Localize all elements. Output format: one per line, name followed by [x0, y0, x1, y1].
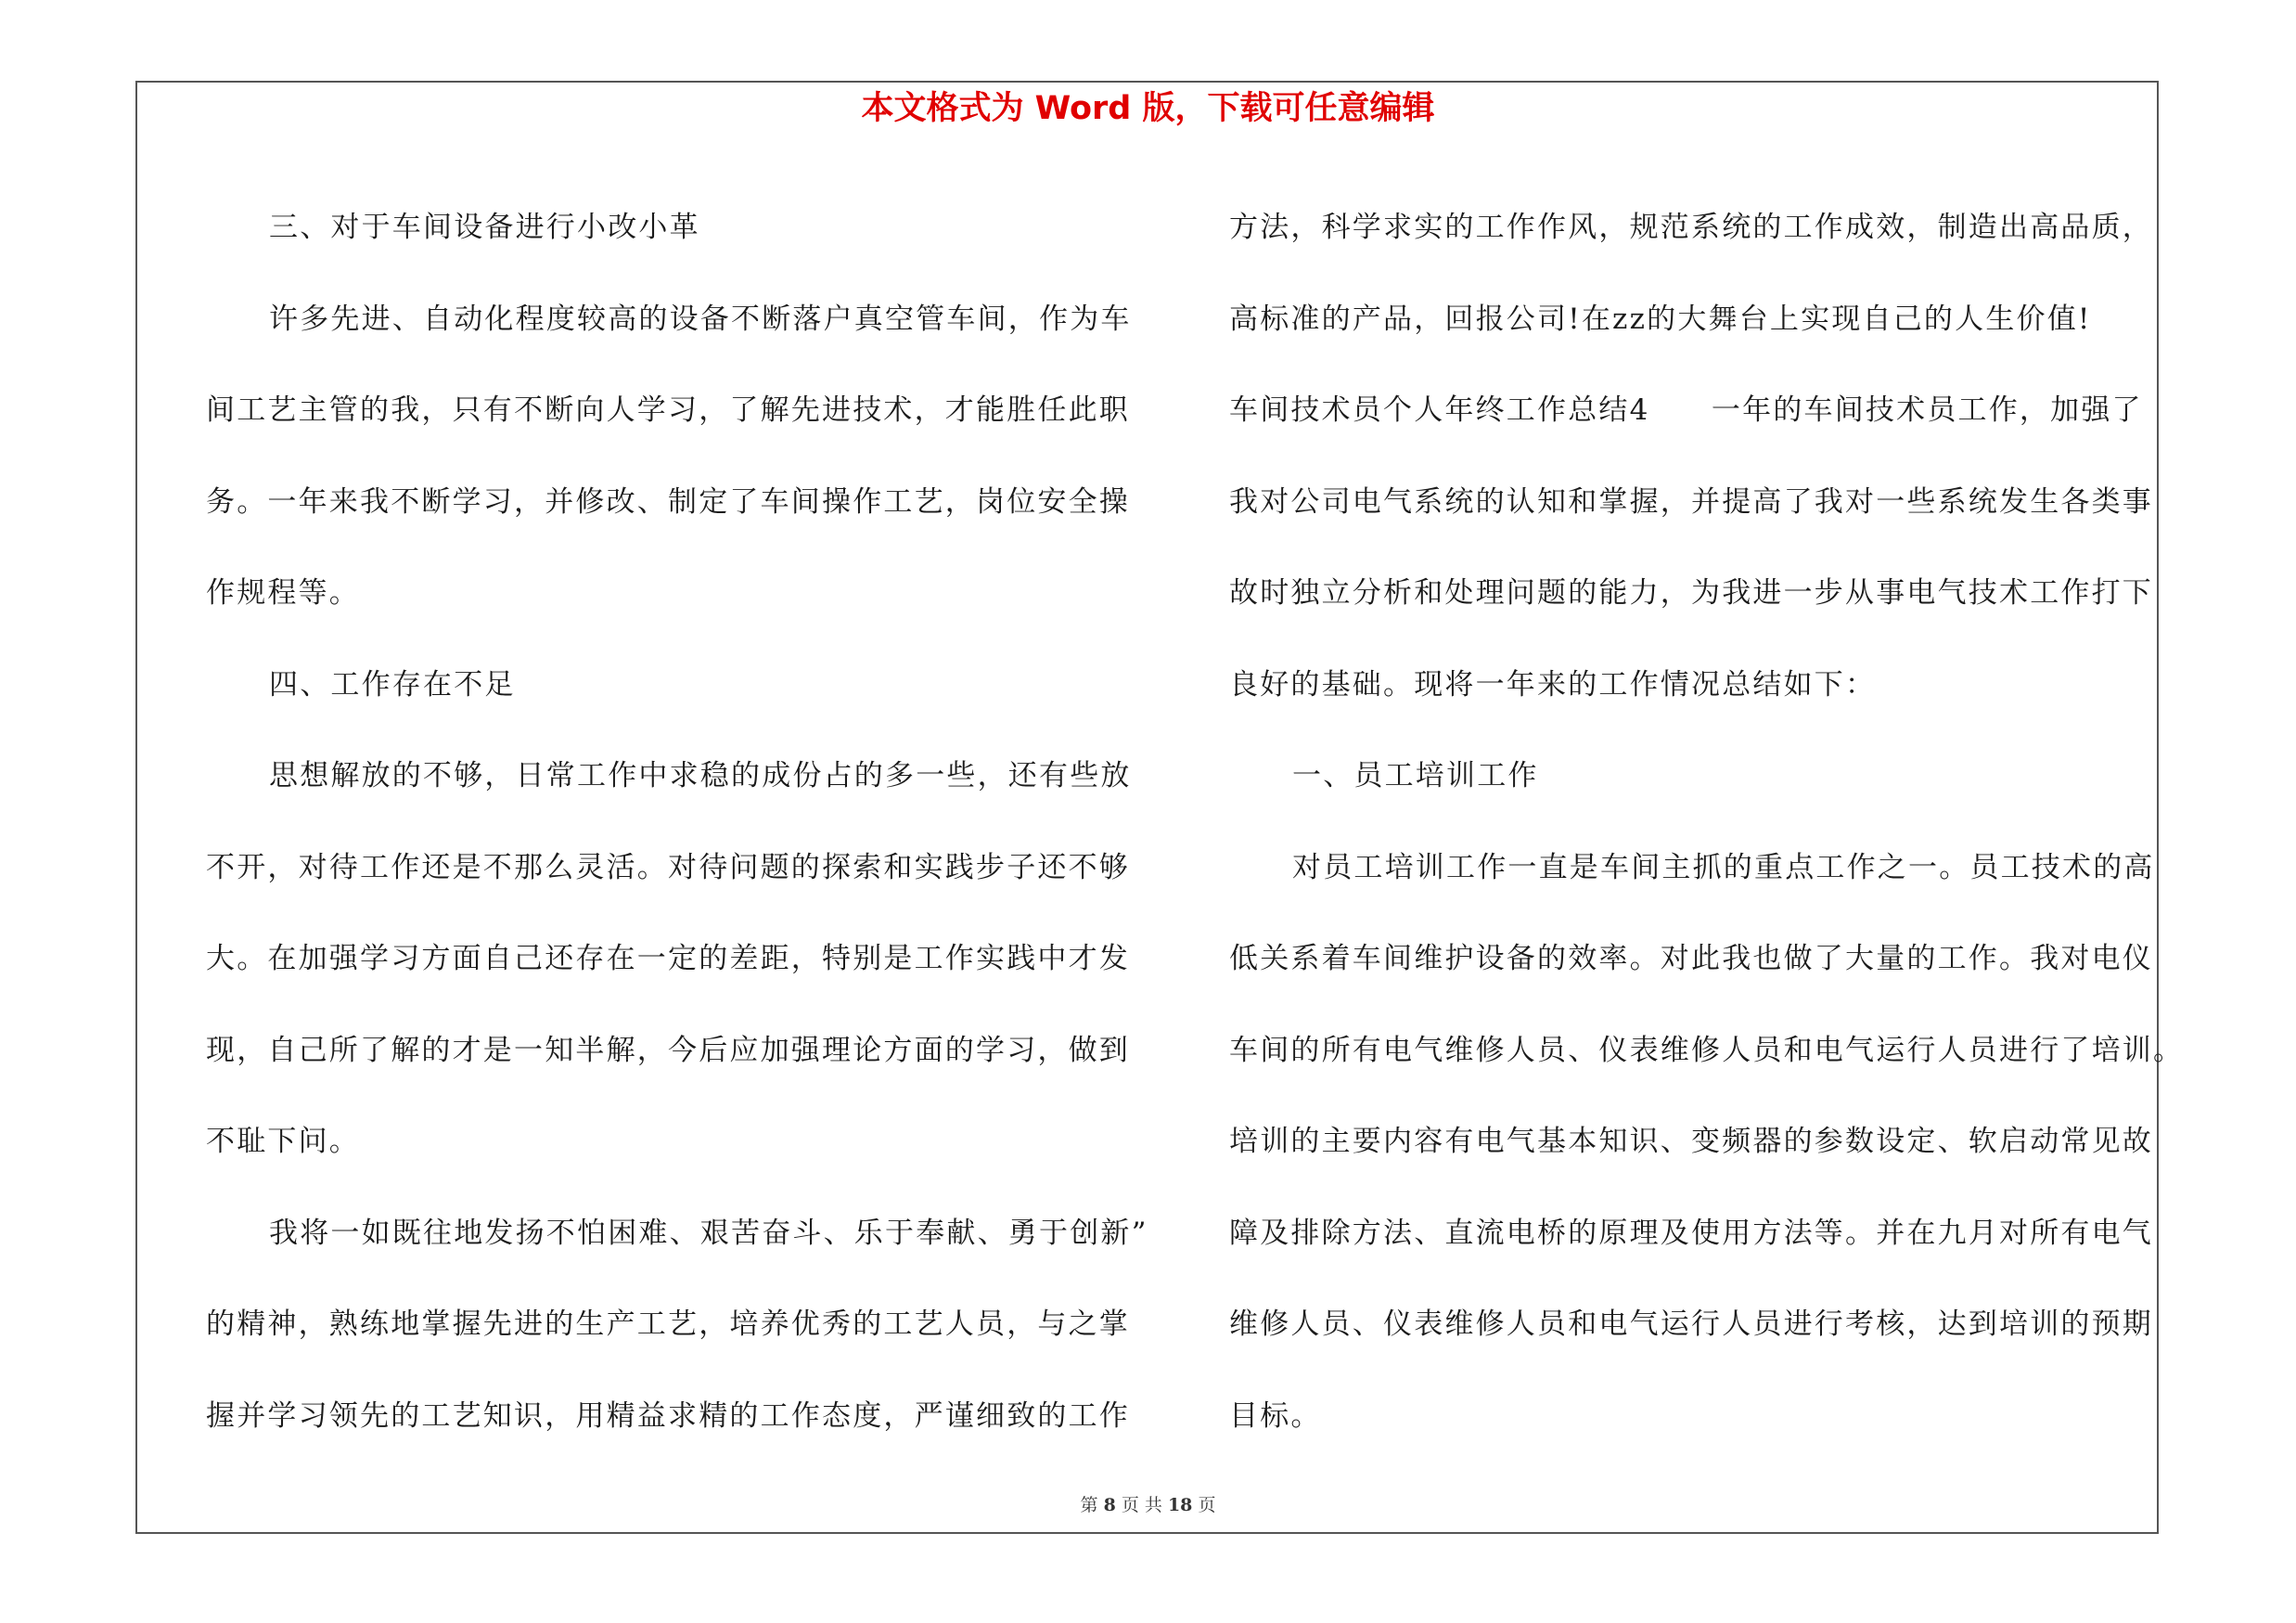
text-line: 一、员工培训工作: [1292, 759, 1539, 792]
text-line: 握并学习领先的工艺知识，用精益求精的工作态度，严谨细致的工作: [206, 1398, 1130, 1433]
text-line: 务。一年来我不断学习，并修改、制定了车间操作工艺，岗位安全操: [206, 484, 1130, 519]
text-line: 四、工作存在不足: [269, 667, 516, 702]
text-line: 现，自己所了解的才是一知半解，今后应加强理论方面的学习，做到: [206, 1033, 1130, 1067]
text-line: 对员工培训工作一直是车间主抓的重点工作之一。员工技术的高: [1292, 850, 2155, 884]
text-line: 间工艺主管的我，只有不断向人学习，了解先进技术，才能胜任此职: [206, 393, 1130, 427]
text-line: 障及排除方法、直流电桥的原理及使用方法等。并在九月对所有电气: [1229, 1216, 2153, 1250]
text-line: 我对公司电气系统的认知和掌握，并提高了我对一些系统发生各类事: [1229, 484, 2153, 519]
text-line: 不耻下问。: [206, 1125, 360, 1158]
text-line: 低关系着车间维护设备的效率。对此我也做了大量的工作。我对电仪: [1229, 942, 2153, 975]
right-column: [1229, 182, 2185, 1462]
text-line: 思想解放的不够，日常工作中求稳的成份占的多一些，还有些放: [269, 759, 1132, 792]
text-line: 不开，对待工作还是不那么灵活。对待问题的探索和实践步子还不够: [206, 850, 1130, 884]
text-line: 车间的所有电气维修人员、仪表维修人员和电气运行人员进行了培训。: [1229, 1033, 2185, 1067]
left-column: [206, 182, 1148, 1462]
page-footer: [0, 1497, 2296, 1514]
text-line: 方法，科学求实的工作作风，规范系统的工作成效，制造出高品质，: [1229, 211, 2153, 244]
text-line: 培训的主要内容有电气基本知识、变频器的参数设定、软启动常见故: [1229, 1125, 2153, 1158]
text-line: 作规程等。: [206, 576, 360, 610]
text-line: 我将一如既往地发扬不怕困难、艰苦奋斗、乐于奉献、勇于创新”: [269, 1216, 1148, 1250]
text-line: 的精神，熟练地掌握先进的生产工艺，培养优秀的工艺人员，与之掌: [206, 1307, 1130, 1341]
format-banner: 本文格式为 Word 版，下载可任意编辑: [861, 90, 1435, 127]
footer-middle: 页 共: [1121, 1495, 1162, 1515]
text-line: 目标。: [1229, 1398, 1322, 1433]
text-line: 维修人员、仪表维修人员和电气运行人员进行考核，达到培训的预期: [1229, 1307, 2153, 1341]
current-page-number: 8: [1103, 1495, 1116, 1515]
text-line: 大。在加强学习方面自己还存在一定的差距，特别是工作实践中才发: [206, 942, 1130, 975]
text-line: 高标准的产品，回报公司!在zz的大舞台上实现自己的人生价值!: [1229, 302, 2092, 336]
footer-prefix: 第: [1080, 1495, 1098, 1515]
text-line: 故时独立分析和处理问题的能力，为我进一步从事电气技术工作打下: [1229, 576, 2153, 610]
footer-suffix: 页: [1198, 1495, 1216, 1515]
text-line: 良好的基础。现将一年来的工作情况总结如下：: [1229, 667, 1877, 702]
text-line: 三、对于车间设备进行小改小革: [269, 211, 700, 244]
text-line: 许多先进、自动化程度较高的设备不断落户真空管车间，作为车: [269, 302, 1132, 336]
total-pages-number: 18: [1167, 1495, 1193, 1515]
text-line: 车间技术员个人年终工作总结4 一年的车间技术员工作，加强了: [1229, 393, 2143, 427]
